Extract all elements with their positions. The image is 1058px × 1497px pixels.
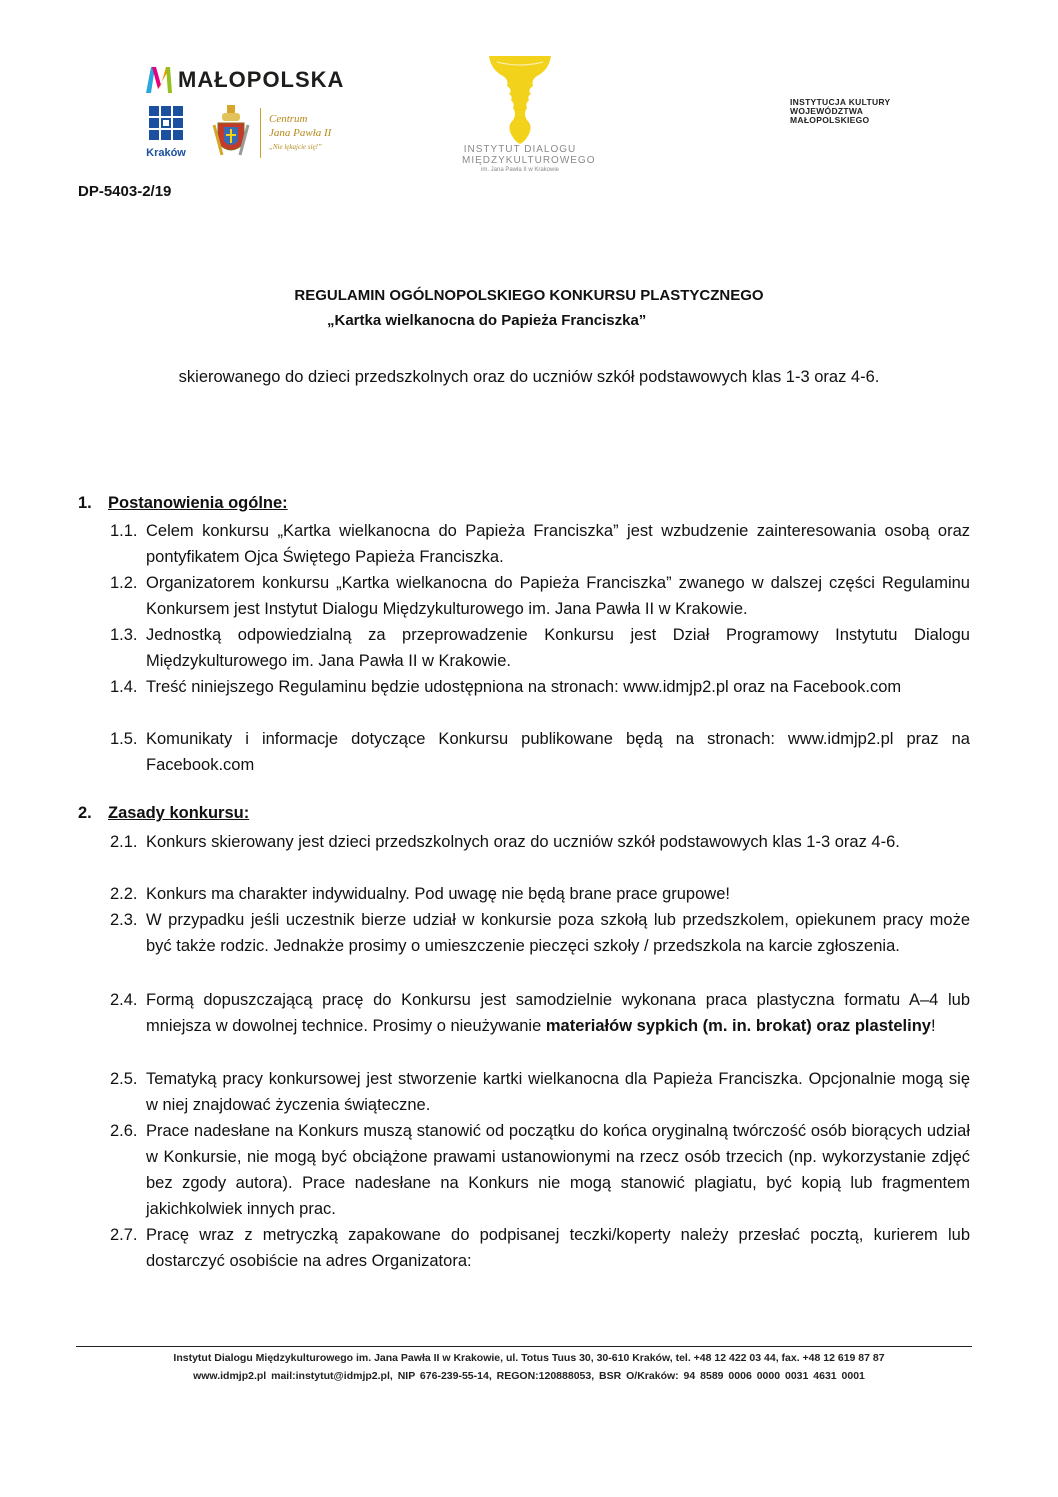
- item-number: 2.6.: [110, 1122, 138, 1140]
- institution-line3: MAŁOPOLSKIEGO: [790, 115, 870, 125]
- item-text: Pracę wraz z metryczką zapakowane do podpisanej teczki/koperty należy przesłać pocztą, kurierem lub dostarczyć osobiście na adres Organizatora:: [146, 1226, 970, 1270]
- section-heading-1: [78, 494, 288, 513]
- list-item: [110, 829, 970, 855]
- list-item: [110, 570, 970, 622]
- document-title: REGULAMIN OGÓLNOPOLSKIEGO KONKURSU PLASTYCZNEGO: [294, 287, 764, 304]
- document-number: DP-5403-2/19: [78, 183, 172, 200]
- section-number: 2.: [78, 804, 92, 822]
- contest-name: „Kartka wielkanocna do Papieża Franciszka”: [327, 312, 647, 329]
- list-item: [110, 1066, 970, 1118]
- list-item: [110, 518, 970, 570]
- institution-line1: INSTYTUCJA KULTURY: [790, 97, 891, 107]
- list-item: [110, 987, 970, 1039]
- malopolska-m-icon: [146, 67, 172, 93]
- document-subtitle: skierowanego do dzieci przedszkolnych oraz do uczniów szkół podstawowych klas 1-3 oraz 4-6.: [178, 368, 880, 386]
- idm-logo: [462, 56, 596, 174]
- item-number: 1.1.: [110, 522, 138, 540]
- list-item: [110, 674, 970, 700]
- list-item: [110, 881, 970, 907]
- footer-address: Instytut Dialogu Międzykulturowego im. Jana Pawła II w Krakowie, ul. Totus Tuus 30, 30-610 Kraków, tel. +48 12 422 03 44, fax. +48 12 619 87 87: [173, 1352, 885, 1364]
- centrum-jp2-text: [269, 112, 331, 154]
- papal-crest-icon: [210, 105, 252, 161]
- item-number: 2.4.: [110, 991, 138, 1009]
- footer-contact: www.idmjp2.pl mail:instytut@idmjp2.pl, NIP 676-239-55-14, REGON:120888053, BSR O/Kraków: 94 8589 0006 0000 0031 4631 0001: [193, 1370, 865, 1382]
- item-number: 2.5.: [110, 1070, 138, 1088]
- centrum-line3: „Nie lękajcie się!”: [269, 143, 322, 151]
- idm-vase-faces-icon: [487, 56, 553, 144]
- item-number: 1.3.: [110, 626, 138, 644]
- item-text-part: !: [930, 1017, 936, 1035]
- item-text: W przypadku jeśli uczestnik bierze udział w konkursie poza szkołą lub przedszkolem, opiekunem pracy może być także rodzic. Jednakże prosimy o umieszczenie pieczęci szkoły / przedszkola na karcie zgłoszenia.: [146, 911, 970, 955]
- footer-divider: [76, 1346, 972, 1347]
- item-text: Tematyką pracy konkursowej jest stworzenie kartki wielkanocna dla Papieża Franciszka. Opcjonalnie mogą się w niej znajdować życzenia świąteczne.: [146, 1070, 970, 1114]
- item-text: Komunikaty i informacje dotyczące Konkursu publikowane będą na stronach: www.idmjp2.pl praz na Facebook.com: [146, 730, 970, 774]
- item-text: Konkurs ma charakter indywidualny. Pod uwagę nie będą brane prace grupowe!: [146, 885, 730, 903]
- centrum-jp2-logo: [210, 104, 331, 162]
- item-number: 2.7.: [110, 1226, 138, 1244]
- list-item: [110, 1118, 970, 1222]
- list-item: [110, 907, 970, 959]
- malopolska-wordmark: MAŁOPOLSKA: [178, 67, 345, 92]
- centrum-line1: Centrum: [269, 113, 308, 125]
- idm-line2: MIĘDZYKULTUROWEGO: [462, 155, 596, 166]
- item-number: 1.2.: [110, 574, 138, 592]
- item-text-part: Formą dopuszczającą pracę do Konkursu jest samodzielnie wykonana praca plastyczna formatu A–4 lub mniejsza w dowolnej technice. Prosimy o nieużywanie: [146, 991, 970, 1035]
- institution-label: [790, 98, 890, 125]
- krakow-label: Kraków: [146, 147, 186, 159]
- idm-line3: im. Jana Pawła II w Krakowie: [480, 167, 560, 173]
- section-title: Postanowienia ogólne:: [108, 494, 288, 512]
- item-text: Celem konkursu „Kartka wielkanocna do Papieża Franciszka” jest wzbudzenie zainteresowania osobą oraz pontyfikatem Ojca Świętego Papieża Franciszka.: [146, 522, 970, 566]
- list-item: [110, 726, 970, 778]
- item-text: Konkurs skierowany jest dzieci przedszkolnych oraz do uczniów szkół podstawowych klas 1-3 oraz 4-6.: [146, 833, 900, 851]
- logo-divider: [260, 108, 261, 158]
- item-number: 1.4.: [110, 678, 138, 696]
- item-text-bold: materiałów sypkich (m. in. brokat) oraz plasteliny: [545, 1017, 931, 1035]
- item-text: Treść niniejszego Regulaminu będzie udostępniona na stronach: www.idmjp2.pl oraz na Facebook.com: [146, 678, 902, 696]
- institution-line2: WOJEWÓDZTWA: [790, 106, 864, 116]
- item-text: Prace nadesłane na Konkurs muszą stanowić od początku do końca oryginalną twórczość osób biorących udział w Konkursie, nie mogą być obciążone prawami ustanowionymi na rzecz osób trzecich (np. wykorzystanie zdjęć bez zgody autora). Prace nadesłane na Konkurs nie mogą stanowić plagiatu, być kopią lub fragmentem jakichkolwiek innych prac.: [146, 1122, 970, 1218]
- list-item: [110, 1222, 970, 1274]
- item-text: [146, 987, 970, 1039]
- item-number: 1.5.: [110, 730, 138, 748]
- section-number: 1.: [78, 494, 92, 512]
- centrum-line2: Jana Pawła II: [269, 127, 332, 139]
- section-heading-2: [78, 804, 249, 823]
- item-text: Jednostką odpowiedzialną za przeprowadzenie Konkursu jest Dział Programowy Instytutu Dialogu Międzykulturowego im. Jana Pawła II w Krakowie.: [146, 626, 970, 670]
- malopolska-logo: [146, 64, 344, 96]
- list-item: [110, 622, 970, 674]
- item-number: 2.3.: [110, 911, 138, 929]
- item-text: Organizatorem konkursu „Kartka wielkanocna do Papieża Franciszka” zwanego w dalszej części Regulaminu Konkursem jest Instytut Dialogu Międzykulturowego im. Jana Pawła II w Krakowie.: [146, 574, 970, 618]
- item-number: 2.1.: [110, 833, 138, 851]
- idm-line1: INSTYTUT DIALOGU: [463, 144, 577, 155]
- section-title: Zasady konkursu:: [108, 804, 250, 822]
- krakow-grid-icon: [149, 106, 183, 140]
- krakow-logo: [146, 106, 186, 159]
- item-number: 2.2.: [110, 885, 138, 903]
